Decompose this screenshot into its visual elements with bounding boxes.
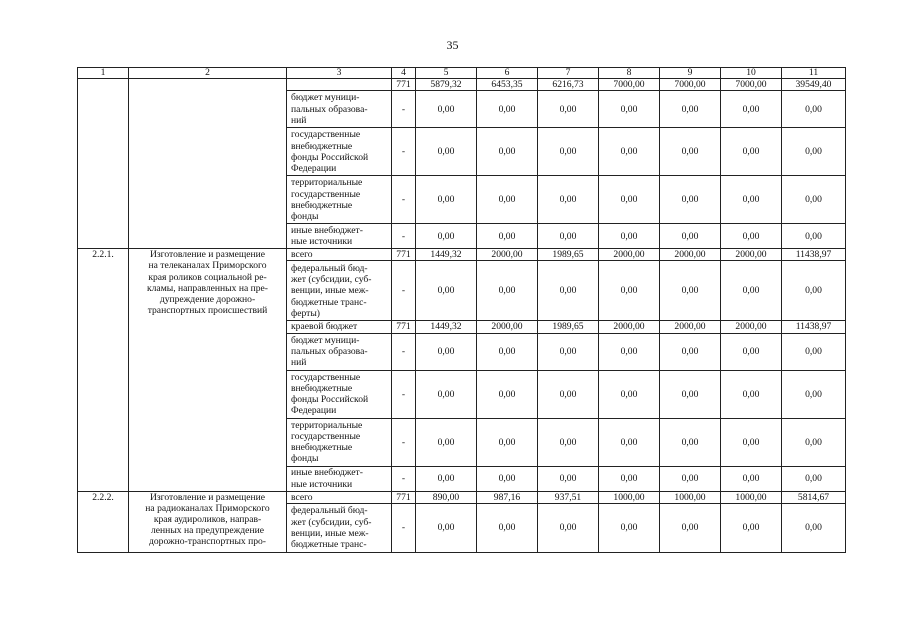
value-cell: 0,00 bbox=[721, 261, 782, 321]
item-title-cell: Изготовление и размещение на телеканалах Приморского края роликов социальной ре- кламы, направленных на пре- дупреждение дорожно- транспортных происшествий bbox=[129, 249, 287, 491]
value-cell: 11438,97 bbox=[782, 321, 846, 333]
code-cell: 771 bbox=[392, 321, 416, 333]
table-row bbox=[78, 79, 846, 91]
value-cell: 0,00 bbox=[538, 261, 599, 321]
code-cell: - bbox=[392, 224, 416, 249]
item-title-cell bbox=[129, 79, 287, 249]
code-cell: - bbox=[392, 418, 416, 466]
value-cell: 1989,65 bbox=[538, 249, 599, 261]
value-cell: 0,00 bbox=[721, 418, 782, 466]
value-cell: 1989,65 bbox=[538, 321, 599, 333]
value-cell: 0,00 bbox=[477, 418, 538, 466]
header-cell: 5 bbox=[416, 68, 477, 79]
value-cell: 0,00 bbox=[416, 224, 477, 249]
value-cell: 890,00 bbox=[416, 491, 477, 503]
value-cell: 2000,00 bbox=[660, 249, 721, 261]
value-cell: 0,00 bbox=[721, 128, 782, 176]
value-cell: 0,00 bbox=[660, 128, 721, 176]
value-cell: 5814,67 bbox=[782, 491, 846, 503]
code-cell: - bbox=[392, 503, 416, 552]
value-cell: 0,00 bbox=[660, 418, 721, 466]
item-code-cell: 2.2.2. bbox=[78, 491, 129, 552]
value-cell: 0,00 bbox=[416, 261, 477, 321]
value-cell: 0,00 bbox=[416, 466, 477, 491]
value-cell: 0,00 bbox=[538, 370, 599, 418]
value-cell: 0,00 bbox=[721, 333, 782, 370]
code-cell: - bbox=[392, 466, 416, 491]
value-cell: 0,00 bbox=[599, 261, 660, 321]
value-cell: 0,00 bbox=[416, 128, 477, 176]
value-cell: 0,00 bbox=[660, 333, 721, 370]
value-cell: 0,00 bbox=[721, 370, 782, 418]
value-cell: 1449,32 bbox=[416, 249, 477, 261]
value-cell: 0,00 bbox=[660, 466, 721, 491]
row-label-cell: федеральный бюд- жет (субсидии, суб- венции, иные меж- бюджетные транс- bbox=[287, 503, 392, 552]
value-cell: 7000,00 bbox=[660, 79, 721, 91]
value-cell: 0,00 bbox=[782, 128, 846, 176]
value-cell: 0,00 bbox=[477, 503, 538, 552]
value-cell: 0,00 bbox=[477, 370, 538, 418]
value-cell: 0,00 bbox=[599, 333, 660, 370]
row-label-cell: всего bbox=[287, 491, 392, 503]
value-cell: 0,00 bbox=[721, 176, 782, 224]
row-label-cell: государственные внебюджетные фонды Российской Федерации bbox=[287, 128, 392, 176]
value-cell: 39549,40 bbox=[782, 79, 846, 91]
page-number: 35 bbox=[446, 38, 459, 52]
header-cell: 6 bbox=[477, 68, 538, 79]
row-label-cell: бюджет муници- пальных образова- ний bbox=[287, 91, 392, 128]
value-cell: 1449,32 bbox=[416, 321, 477, 333]
row-label-cell: федеральный бюд- жет (субсидии, суб- венции, иные меж- бюджетные транс- ферты) bbox=[287, 261, 392, 321]
value-cell: 0,00 bbox=[599, 176, 660, 224]
value-cell: 0,00 bbox=[660, 503, 721, 552]
row-label-cell: территориальные государственные внебюджетные фонды bbox=[287, 418, 392, 466]
row-label-cell: иные внебюджет- ные источники bbox=[287, 224, 392, 249]
value-cell: 1000,00 bbox=[721, 491, 782, 503]
value-cell: 5879,32 bbox=[416, 79, 477, 91]
value-cell: 0,00 bbox=[782, 418, 846, 466]
value-cell: 0,00 bbox=[599, 503, 660, 552]
row-label-cell: территориальные государственные внебюджетные фонды bbox=[287, 176, 392, 224]
header-cell: 11 bbox=[782, 68, 846, 79]
value-cell: 0,00 bbox=[538, 128, 599, 176]
row-label-cell: иные внебюджет- ные источники bbox=[287, 466, 392, 491]
value-cell: 7000,00 bbox=[721, 79, 782, 91]
value-cell: 0,00 bbox=[416, 370, 477, 418]
value-cell: 0,00 bbox=[782, 91, 846, 128]
value-cell: 0,00 bbox=[782, 466, 846, 491]
value-cell: 0,00 bbox=[599, 128, 660, 176]
header-cell: 8 bbox=[599, 68, 660, 79]
value-cell: 0,00 bbox=[477, 466, 538, 491]
value-cell: 2000,00 bbox=[477, 249, 538, 261]
code-cell: - bbox=[392, 91, 416, 128]
value-cell: 0,00 bbox=[477, 176, 538, 224]
item-code-cell bbox=[78, 79, 129, 249]
row-label-cell: бюджет муници- пальных образова- ний bbox=[287, 333, 392, 370]
value-cell: 0,00 bbox=[660, 91, 721, 128]
value-cell: 0,00 bbox=[782, 370, 846, 418]
value-cell: 0,00 bbox=[538, 224, 599, 249]
value-cell: 0,00 bbox=[477, 261, 538, 321]
value-cell: 0,00 bbox=[416, 91, 477, 128]
value-cell: 1000,00 bbox=[660, 491, 721, 503]
row-label-cell: всего bbox=[287, 249, 392, 261]
value-cell: 6216,73 bbox=[538, 79, 599, 91]
value-cell: 0,00 bbox=[782, 503, 846, 552]
code-cell: - bbox=[392, 176, 416, 224]
value-cell: 0,00 bbox=[477, 128, 538, 176]
code-cell: - bbox=[392, 128, 416, 176]
code-cell: - bbox=[392, 370, 416, 418]
value-cell: 0,00 bbox=[721, 91, 782, 128]
value-cell: 0,00 bbox=[721, 503, 782, 552]
value-cell: 0,00 bbox=[477, 224, 538, 249]
table-row bbox=[78, 249, 846, 261]
value-cell: 0,00 bbox=[538, 466, 599, 491]
value-cell: 0,00 bbox=[782, 333, 846, 370]
value-cell: 0,00 bbox=[660, 224, 721, 249]
value-cell: 0,00 bbox=[416, 418, 477, 466]
value-cell: 0,00 bbox=[538, 503, 599, 552]
value-cell: 0,00 bbox=[782, 224, 846, 249]
item-title-cell: Изготовление и размещение на радиоканалах Приморского края аудироликов, направ- ленных на предупреждение дорожно-транспортных про- bbox=[129, 491, 287, 552]
code-cell: - bbox=[392, 261, 416, 321]
header-row bbox=[78, 68, 846, 79]
header-cell: 10 bbox=[721, 68, 782, 79]
header-cell: 9 bbox=[660, 68, 721, 79]
value-cell: 2000,00 bbox=[477, 321, 538, 333]
value-cell: 7000,00 bbox=[599, 79, 660, 91]
table-row bbox=[78, 491, 846, 503]
value-cell: 937,51 bbox=[538, 491, 599, 503]
code-cell: - bbox=[392, 333, 416, 370]
header-cell: 3 bbox=[287, 68, 392, 79]
code-cell: 771 bbox=[392, 249, 416, 261]
value-cell: 11438,97 bbox=[782, 249, 846, 261]
value-cell: 0,00 bbox=[721, 224, 782, 249]
value-cell: 0,00 bbox=[660, 370, 721, 418]
value-cell: 0,00 bbox=[416, 503, 477, 552]
value-cell: 0,00 bbox=[660, 261, 721, 321]
value-cell: 0,00 bbox=[599, 370, 660, 418]
value-cell: 0,00 bbox=[477, 91, 538, 128]
value-cell: 0,00 bbox=[599, 466, 660, 491]
value-cell: 0,00 bbox=[538, 91, 599, 128]
value-cell: 0,00 bbox=[477, 333, 538, 370]
header-cell: 7 bbox=[538, 68, 599, 79]
value-cell: 2000,00 bbox=[660, 321, 721, 333]
row-label-cell: государственные внебюджетные фонды Российской Федерации bbox=[287, 370, 392, 418]
header-cell: 1 bbox=[78, 68, 129, 79]
value-cell: 0,00 bbox=[538, 176, 599, 224]
code-cell: 771 bbox=[392, 491, 416, 503]
value-cell: 2000,00 bbox=[721, 249, 782, 261]
value-cell: 0,00 bbox=[782, 176, 846, 224]
value-cell: 987,16 bbox=[477, 491, 538, 503]
value-cell: 0,00 bbox=[538, 333, 599, 370]
row-label-cell bbox=[287, 79, 392, 91]
value-cell: 0,00 bbox=[599, 224, 660, 249]
header-cell: 2 bbox=[129, 68, 287, 79]
value-cell: 0,00 bbox=[416, 333, 477, 370]
value-cell: 0,00 bbox=[599, 91, 660, 128]
value-cell: 2000,00 bbox=[721, 321, 782, 333]
value-cell: 6453,35 bbox=[477, 79, 538, 91]
value-cell: 2000,00 bbox=[599, 321, 660, 333]
value-cell: 2000,00 bbox=[599, 249, 660, 261]
value-cell: 0,00 bbox=[721, 466, 782, 491]
code-cell: 771 bbox=[392, 79, 416, 91]
header-cell: 4 bbox=[392, 68, 416, 79]
value-cell: 0,00 bbox=[416, 176, 477, 224]
budget-table bbox=[77, 67, 846, 553]
value-cell: 0,00 bbox=[599, 418, 660, 466]
value-cell: 1000,00 bbox=[599, 491, 660, 503]
value-cell: 0,00 bbox=[660, 176, 721, 224]
item-code-cell: 2.2.1. bbox=[78, 249, 129, 491]
value-cell: 0,00 bbox=[538, 418, 599, 466]
row-label-cell: краевой бюджет bbox=[287, 321, 392, 333]
value-cell: 0,00 bbox=[782, 261, 846, 321]
